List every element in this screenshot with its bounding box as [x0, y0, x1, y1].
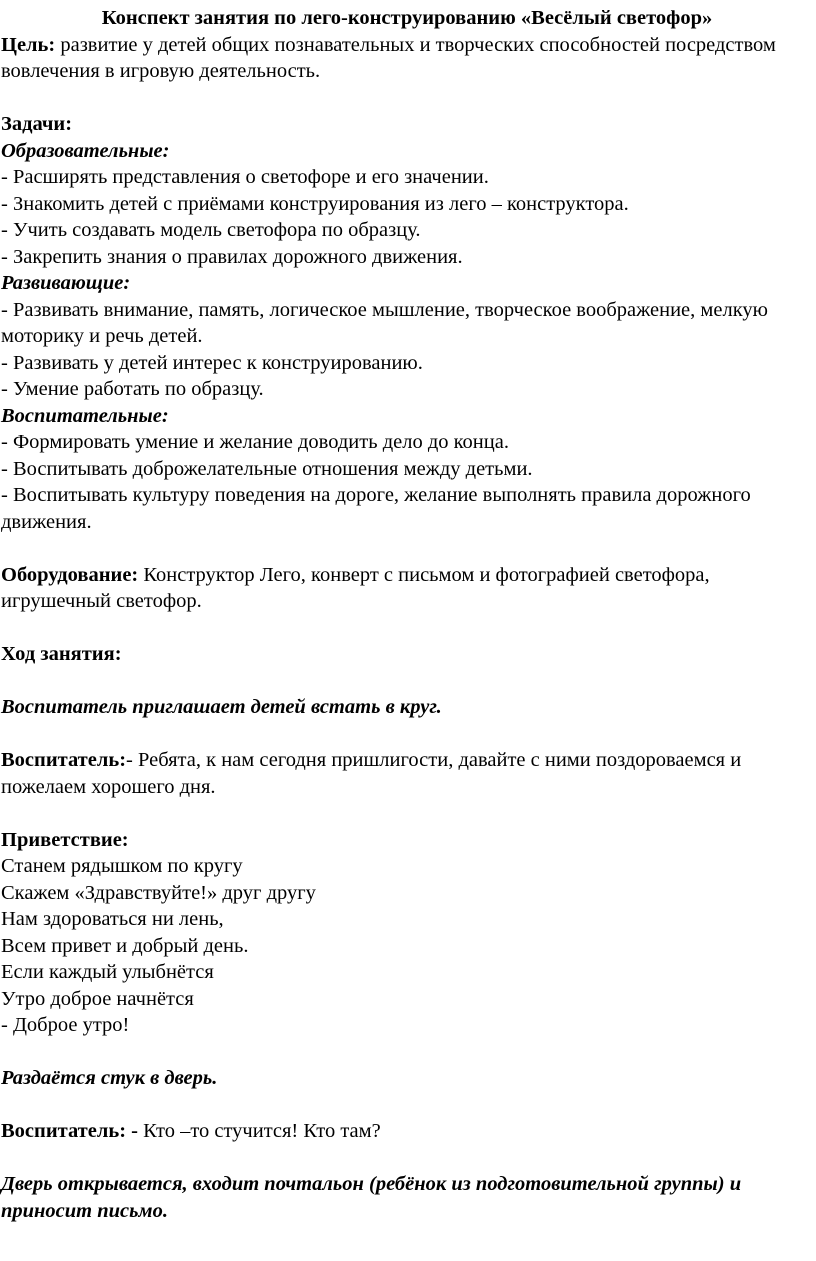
educational-item: - Закрепить знания о правилах дорожного движения.: [1, 245, 463, 268]
blank-line: [1, 615, 813, 642]
developmental-item: - Развивать у детей интерес к конструированию.: [1, 351, 423, 374]
blank-line: [1, 800, 813, 827]
goal-text: развитие у детей общих познавательных и творческих способностей посредством вовлечения в игровую деятельность.: [1, 33, 776, 82]
stage-direction: Дверь открывается, входит почтальон (ребёнок из подготовительной группы) и приносит письмо.: [1, 1173, 742, 1222]
poem-line: Станем рядышком по кругу: [1, 855, 243, 877]
upbringing-item: - Формировать умение и желание доводить дело до конца.: [1, 431, 509, 453]
developmental-item: - Умение работать по образцу.: [1, 378, 264, 400]
greeting-heading: Приветствие:: [1, 828, 129, 851]
upbringing-item: - Воспитывать доброжелательные отношения между детьми.: [1, 457, 533, 480]
course-heading: Ход занятия:: [1, 643, 122, 665]
educational-item: - Знакомить детей с приёмами конструирования из лего – конструктора.: [1, 192, 629, 215]
document-page: [1, 5, 813, 1224]
speech-text: Кто –то стучится! Кто там?: [137, 1120, 381, 1142]
educational-item: - Учить создавать модель светофора по образцу.: [1, 219, 421, 241]
developmental-heading: Развивающие:: [1, 272, 131, 294]
tasks-heading: Задачи:: [1, 113, 73, 135]
stage-direction: Раздаётся стук в дверь.: [1, 1067, 218, 1089]
poem-line: - Доброе утро!: [1, 1014, 130, 1036]
blank-line: [1, 1039, 813, 1066]
upbringing-heading: Воспитательные:: [1, 404, 169, 427]
goal-paragraph: [1, 32, 813, 85]
blank-line: [1, 85, 813, 112]
speech-text: - Ребята, к нам сегодня пришлигости, давайте с ними поздороваемся и пожелаем хорошего дня.: [1, 749, 742, 798]
educational-heading: Образовательные:: [1, 139, 170, 162]
teacher-speech: [1, 747, 813, 800]
poem-line: Если каждый улыбнётся: [1, 961, 214, 983]
speaker-label: Воспитатель:: [1, 749, 127, 771]
equipment-paragraph: [1, 562, 813, 615]
poem-line: Утро доброе начнётся: [1, 987, 194, 1010]
educational-item: - Расширять представления о светофоре и его значении.: [1, 166, 489, 188]
document-title: Конспект занятия по лего-конструированию «Весёлый светофор»: [101, 7, 713, 29]
blank-line: [1, 535, 813, 562]
goal-label: Цель:: [1, 33, 56, 56]
equipment-text: Конструктор Лего, конверт с письмом и фотографией светофора, игрушечный светофор.: [1, 563, 710, 612]
stage-direction: Воспитатель приглашает детей встать в круг.: [1, 696, 442, 718]
poem-line: Нам здороваться ни лень,: [1, 908, 224, 930]
poem-line: Скажем «Здравствуйте!» друг другу: [1, 881, 316, 904]
teacher-speech: [1, 1118, 813, 1145]
speaker-label: Воспитатель: -: [1, 1120, 138, 1142]
developmental-item: - Развивать внимание, память, логическое мышление, творческое воображение, мелкую моторику и речь детей.: [1, 298, 768, 347]
blank-line: [1, 721, 813, 748]
blank-line: [1, 1145, 813, 1172]
blank-line: [1, 668, 813, 695]
equipment-label: Оборудование:: [1, 563, 139, 586]
poem-line: Всем привет и добрый день.: [1, 934, 249, 957]
blank-line: [1, 1092, 813, 1119]
upbringing-item: - Воспитывать культуру поведения на дороге, желание выполнять правила дорожного движения.: [1, 484, 751, 533]
